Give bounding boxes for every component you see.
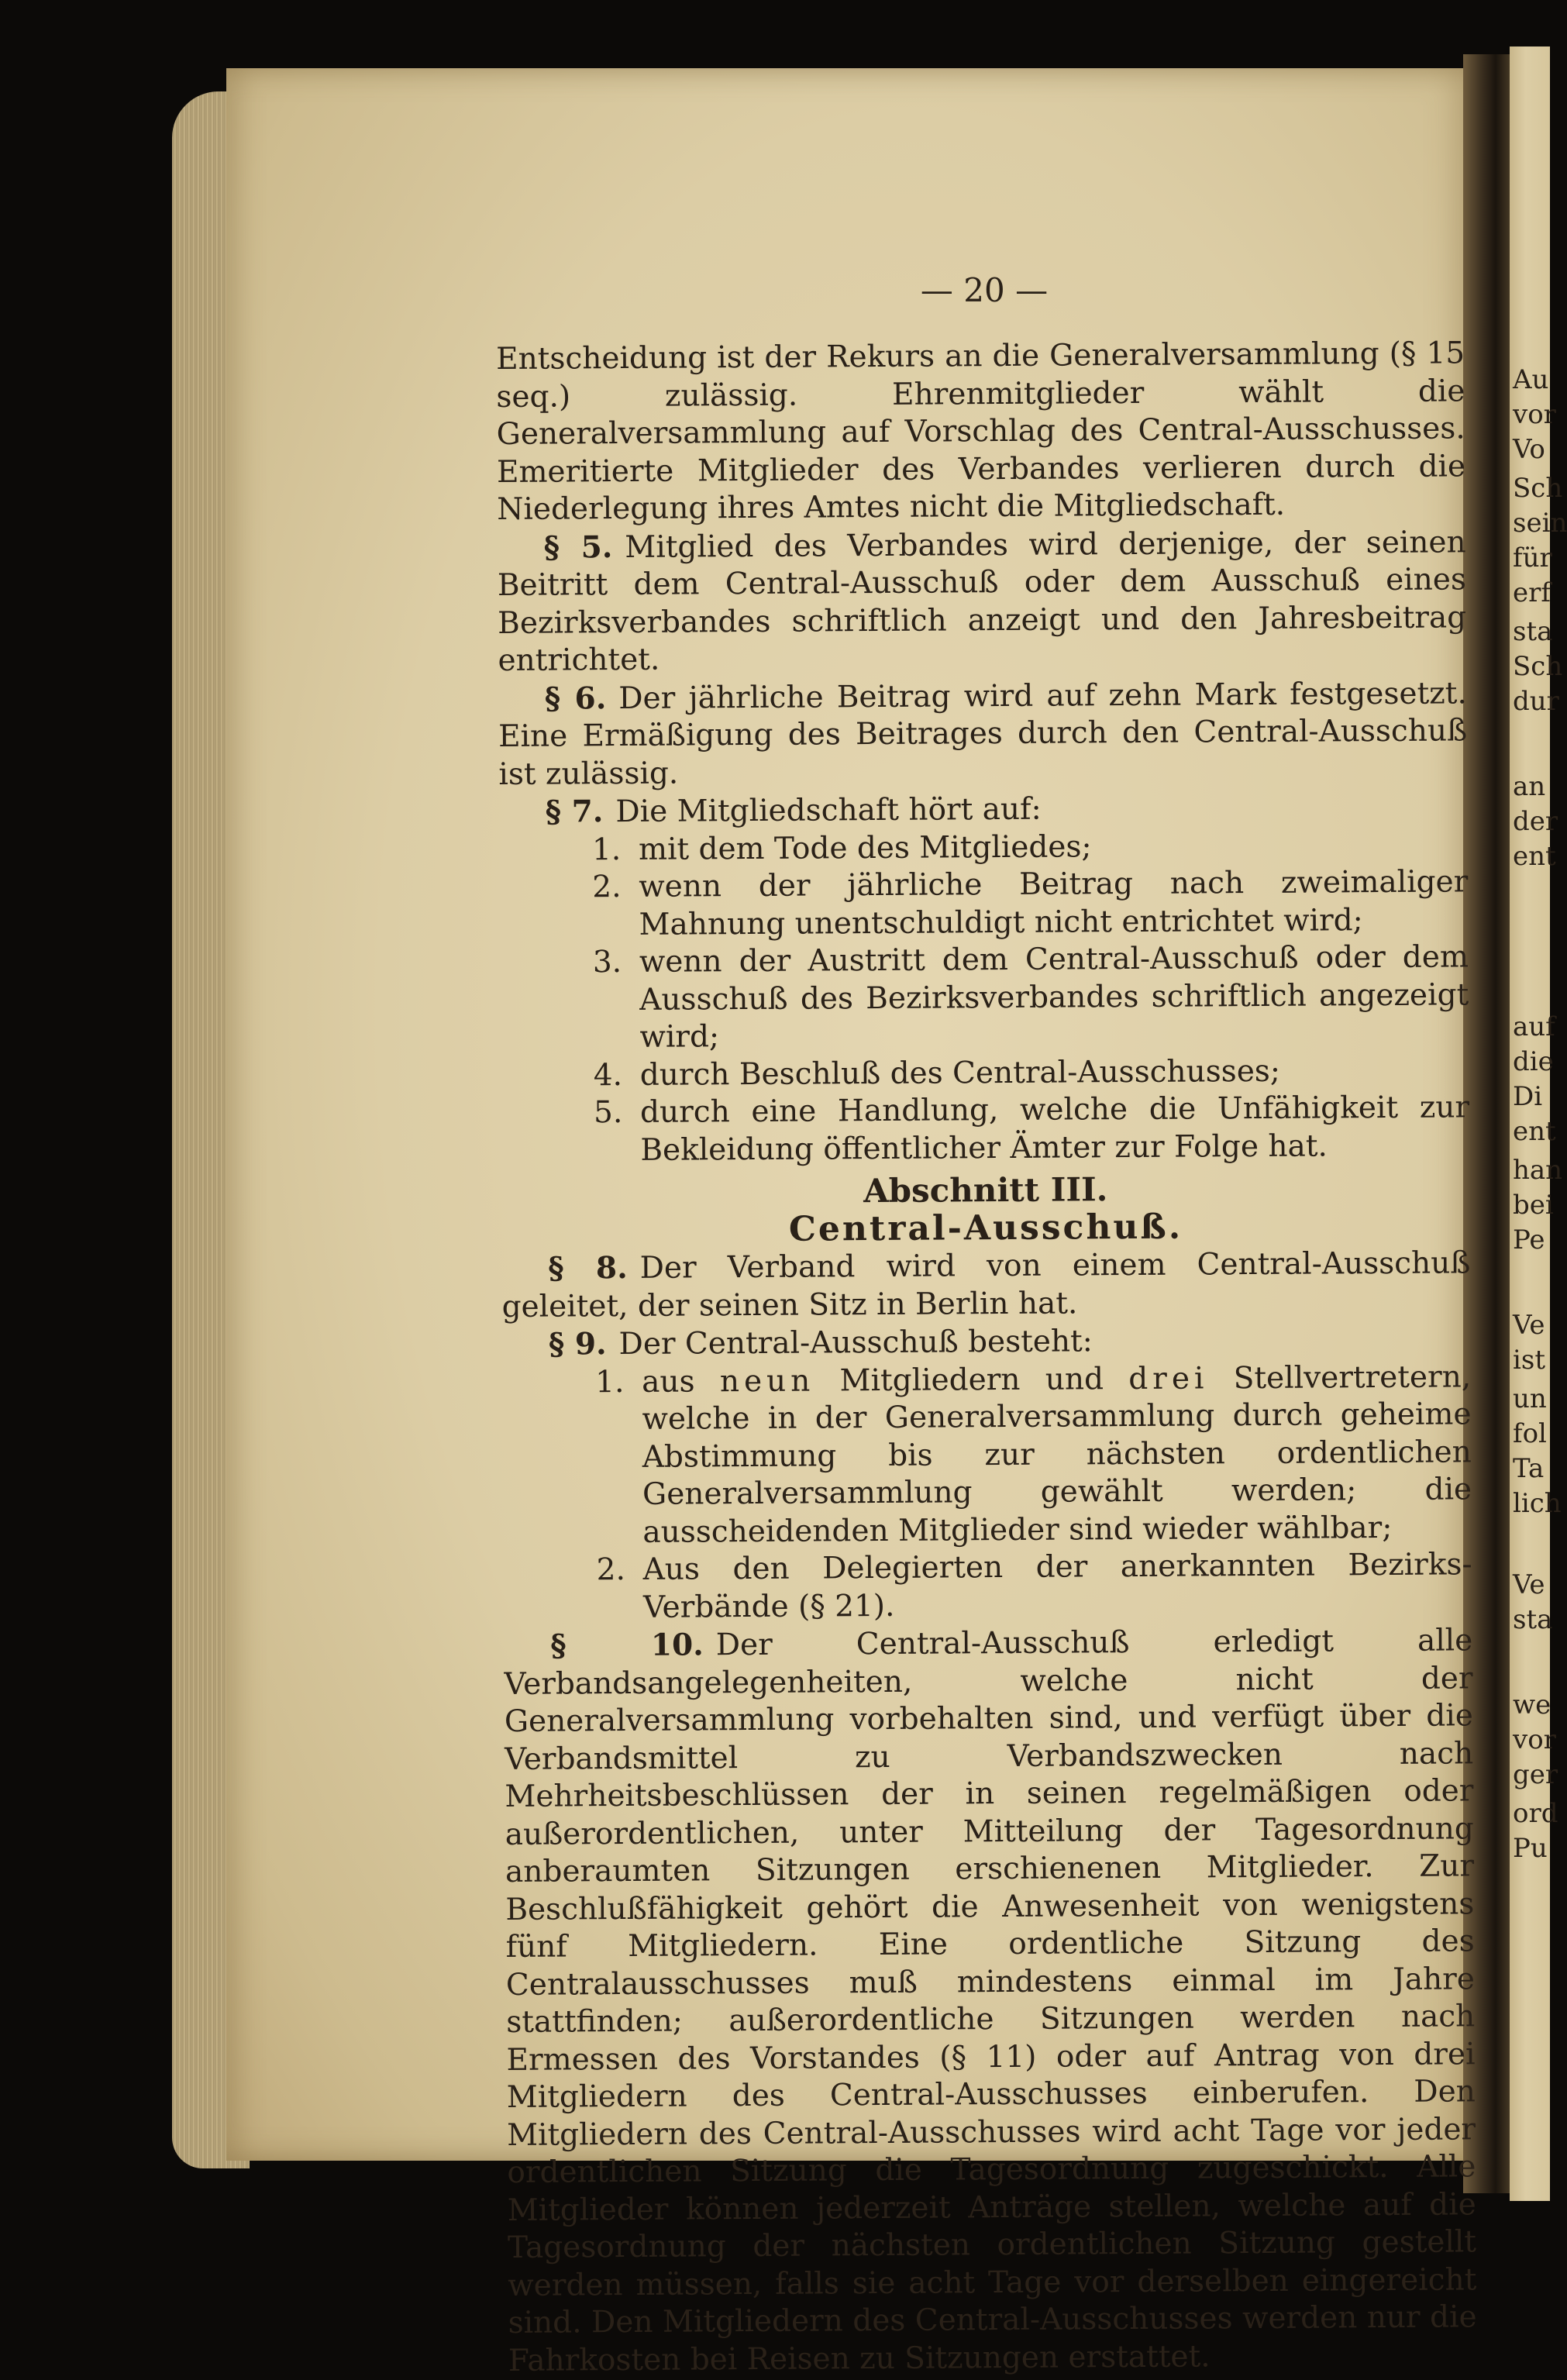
next-page-fragment: Au: [1513, 364, 1549, 395]
next-page-fragment: ent: [1513, 1116, 1556, 1147]
next-page-fragment: sta: [1513, 616, 1553, 647]
next-page-fragment: Sch: [1513, 651, 1563, 682]
page-number: — 20 —: [920, 271, 1049, 309]
section-text: Der Central-Ausschuß besteht:: [618, 1324, 1093, 1362]
list-item: 3. wenn der Austritt dem Central-Ausschuß oder dem Ausschuß des Bezirksverbandes schriftlich angezeigt wird;: [592, 939, 1469, 1055]
next-page-fragment: ist: [1513, 1345, 1545, 1376]
next-page-fragment: Vo: [1513, 434, 1545, 465]
section-text: Der Central-Ausschuß erledigt alle Verbandsangelegenheiten, welche nicht der Generalversammlung vorbehalten sind, und verfügt über die Verbandsmittel zu Verbandszwecken nach Mehrheitsbeschlüssen der in seinen regelmäßigen oder außerordentlichen, unter Mitteilung der Tagesordnung anberaumten Sitzungen erschienenen Mitglieder. Zur Beschlußfähigkeit gehört die Anwesenheit von wenigstens fünf Mitgliedern. Eine ordentliche Sitzung des Centralausschusses muß mindestens einmal im Jahre stattfinden; außerordentliche Sitzungen werden nach Ermessen des Vorstandes (§ 11) oder auf Antrag von drei Mitgliedern des Central-Ausschusses einberufen. Den Mitgliedern des Central-Ausschusses wird acht Tage vor jeder ordentlichen Sitzung die Tagesordnung zugeschickt. Alle Mitglieder können jederzeit Anträge stellen, welche auf die Tagesordnung der nächsten ordentlichen Sitzung gestellt werden müssen, falls sie acht Tage vor derselben eingereicht sind. Den Mitgliedern des Central-Ausschusses werden nur die Fahrkosten bei Reisen zu Sitzungen erstattet.: [504, 1623, 1477, 2378]
next-page-fragment: we: [1513, 1689, 1552, 1720]
next-page-fragment: fol: [1513, 1418, 1547, 1449]
section-title: Central-Ausschuß.: [788, 1207, 1183, 1249]
section-label: § 10.: [550, 1627, 704, 1664]
next-page-fragment: sein: [1513, 508, 1567, 539]
next-page-fragment: für: [1513, 542, 1552, 573]
paragraph-s10: [504, 1621, 1477, 2380]
section-text: Der Verband wird von einem Central-Ausschuß geleitet, der seinen Sitz in Berlin hat.: [501, 1245, 1471, 1324]
next-page-fragment: bei: [1513, 1190, 1554, 1221]
next-page-fragment: dur: [1513, 686, 1559, 717]
next-page-fragment: an: [1513, 771, 1546, 802]
list-item: 2. Aus den Delegierten der anerkannten Bezirks-Verbände (§ 21).: [596, 1547, 1472, 1625]
next-page-fragment: han: [1513, 1155, 1563, 1186]
next-page-fragment: Ve: [1513, 1569, 1545, 1600]
section-label: § 7.: [545, 794, 604, 830]
next-page-fragment: der: [1513, 806, 1558, 837]
paragraph-s8: [501, 1244, 1471, 1326]
next-page-fragment: ger: [1513, 1759, 1558, 1790]
next-page-fragment: vor: [1513, 399, 1556, 430]
page-text: [496, 335, 1477, 2380]
list-item: 4. durch Beschluß des Central-Ausschusses;: [593, 1053, 1281, 1093]
next-page-fragment: Di: [1513, 1081, 1543, 1112]
next-page-fragment: die: [1513, 1046, 1554, 1077]
section-heading: Abschnitt III.: [863, 1170, 1108, 1211]
next-page-fragment: vor: [1513, 1724, 1556, 1755]
section-label: § 6.: [544, 680, 607, 717]
section-text: Mitglied des Verbandes wird derjenige, der seinen Beitritt dem Central-Ausschuß oder dem Ausschuß eines Bezirksverbandes schriftlich anzeigt und den Jahresbeitrag entrichtet.: [497, 524, 1467, 678]
section-label: § 5.: [543, 529, 613, 566]
next-page-fragment: Pe: [1513, 1224, 1545, 1255]
list-item: 1. mit dem Tode des Mitgliedes;: [591, 828, 1092, 867]
next-page-fragment: un: [1513, 1383, 1547, 1414]
section-label: § 8.: [548, 1249, 628, 1286]
paragraph-intro: Entscheidung ist der Rekurs an die Generalversammlung (§ 15 seq.) zulässig. Ehrenmitglieder wählt die Generalversammlung auf Vorschlag des Central-Ausschusses. Emeritierte Mitglieder des Verbandes verlieren durch die Niederlegung ihres Amtes nicht die Mitgliedschaft.: [496, 336, 1466, 527]
paragraph-s7: [499, 787, 1468, 832]
paragraph-s6: [498, 674, 1468, 794]
section-text: Die Mitgliedschaft hört auf:: [615, 791, 1042, 830]
next-page-fragment: ent: [1513, 841, 1556, 872]
section-label: § 9.: [548, 1326, 607, 1362]
next-page-fragment: ord: [1513, 1798, 1558, 1829]
next-page-fragment: Sch: [1513, 473, 1563, 504]
next-page-fragment: sta: [1513, 1604, 1553, 1635]
paragraph-s9: [502, 1320, 1471, 1364]
paragraph-s5: [497, 523, 1466, 680]
next-page-fragment: erf: [1513, 577, 1551, 608]
next-page-fragment: Ve: [1513, 1310, 1545, 1341]
next-page-fragment: lich: [1513, 1488, 1562, 1519]
next-page-fragment: Pu: [1513, 1833, 1548, 1864]
list-item: 2. wenn der jährliche Beitrag nach zweimaliger Mahnung unentschuldigt nicht entrichtet wird;: [592, 864, 1469, 942]
list-item: 5. durch eine Handlung, welche die Unfähigkeit zur Bekleidung öffentlicher Ämter zur Folge hat.: [593, 1090, 1470, 1168]
next-page-fragment: auf: [1513, 1011, 1555, 1042]
list-item: 1. aus neun Mitgliedern und drei Stellvertretern, welche in der Generalversammlung durch geheime Abstimmung bis zur nächsten ordentlichen Generalversammlung gewählt werden; die ausscheidenden Mitglieder sind wieder wählbar;: [595, 1359, 1472, 1550]
section-text: Der jährliche Beitrag wird auf zehn Mark festgesetzt. Eine Ermäßigung des Beitrages durch den Central-Ausschuß ist zulässig.: [498, 675, 1468, 792]
next-page-fragment: Ta: [1513, 1453, 1545, 1484]
